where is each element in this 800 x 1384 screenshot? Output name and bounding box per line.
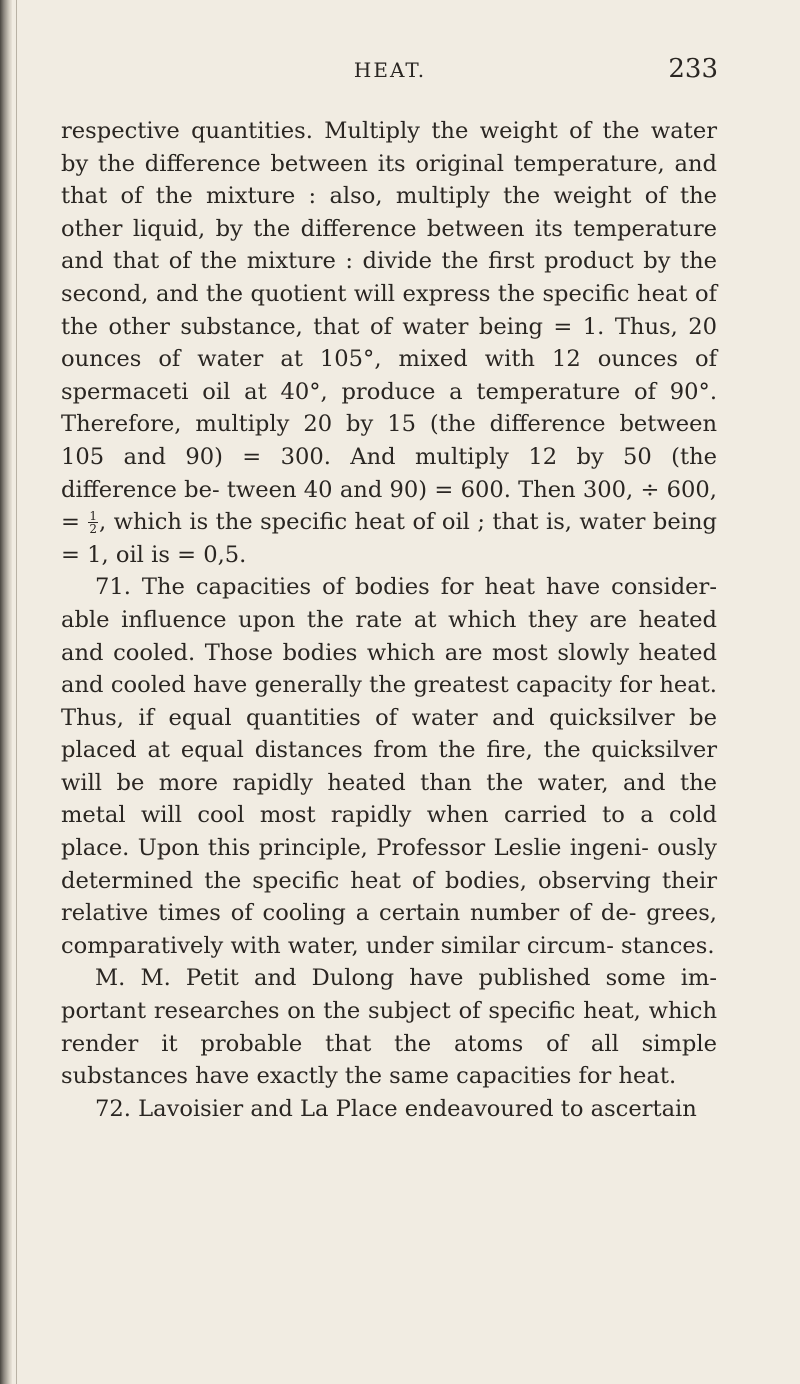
running-head: HEAT. (353, 58, 427, 82)
paragraph-text-after-fraction: , which is the specific heat of oil ; that is, water being = 1, oil is = 0,5. (61, 509, 717, 568)
paragraph-72: 72. Lavoisier and La Place endeavoured to ascertain (95, 1095, 697, 1122)
page-header (62, 54, 718, 94)
paragraph-text: respective quantities. Multiply the weight of the water by the difference between its original temperature, and that of the mixture : also, multiply the weight of the other liquid, by the difference between its temperature and that of the mixture : divide the first product by the second, and the quotient will express the specific heat of the other substance, that of water being = 1. Thus, 20 ounces of water at 105°, mixed with 12 ounces of spermaceti oil at 40°, produce a temperature of 90°. Therefore, multiply 20 by 15 (the difference between 105 and 90) = 300. And multiply 12 by 50 (the difference be- tween 40 and 90) = 600. Then 300, ÷ 600, = (61, 118, 717, 536)
paragraph-continuation (61, 115, 717, 571)
fraction-one-half (88, 510, 98, 535)
page-gutter-line (16, 0, 17, 1384)
paragraph-71: 71. The capacities of bodies for heat have consider- able influence upon the rate at which they are heated and cooled. Those bodies which are most slowly heated and cooled have generally the greatest capacity for heat. Thus, if equal quantities of water and quicksilver be placed at equal distances from the fire, the quicksilver will be more rapidly heated than the water, and the metal will cool most rapidly when carried to a cold place. Upon this principle, Professor Leslie ingeni- ously determined the specific heat of bodies, observing their relative times of cooling a certain number of de- grees, comparatively with water, under similar circum- stances. (61, 574, 717, 959)
paragraph-petit-dulong: M. M. Petit and Dulong have published some im- portant researches on the subject of specific heat, which render it probable that the atoms of all simple substances have exactly the same capacities for heat. (61, 965, 717, 1090)
page-number: 233 (668, 54, 718, 84)
fraction-numerator: 1 (89, 509, 98, 524)
book-binding-edge (0, 0, 12, 1384)
fraction-denominator: 2 (89, 522, 98, 537)
page-body (61, 115, 717, 1125)
